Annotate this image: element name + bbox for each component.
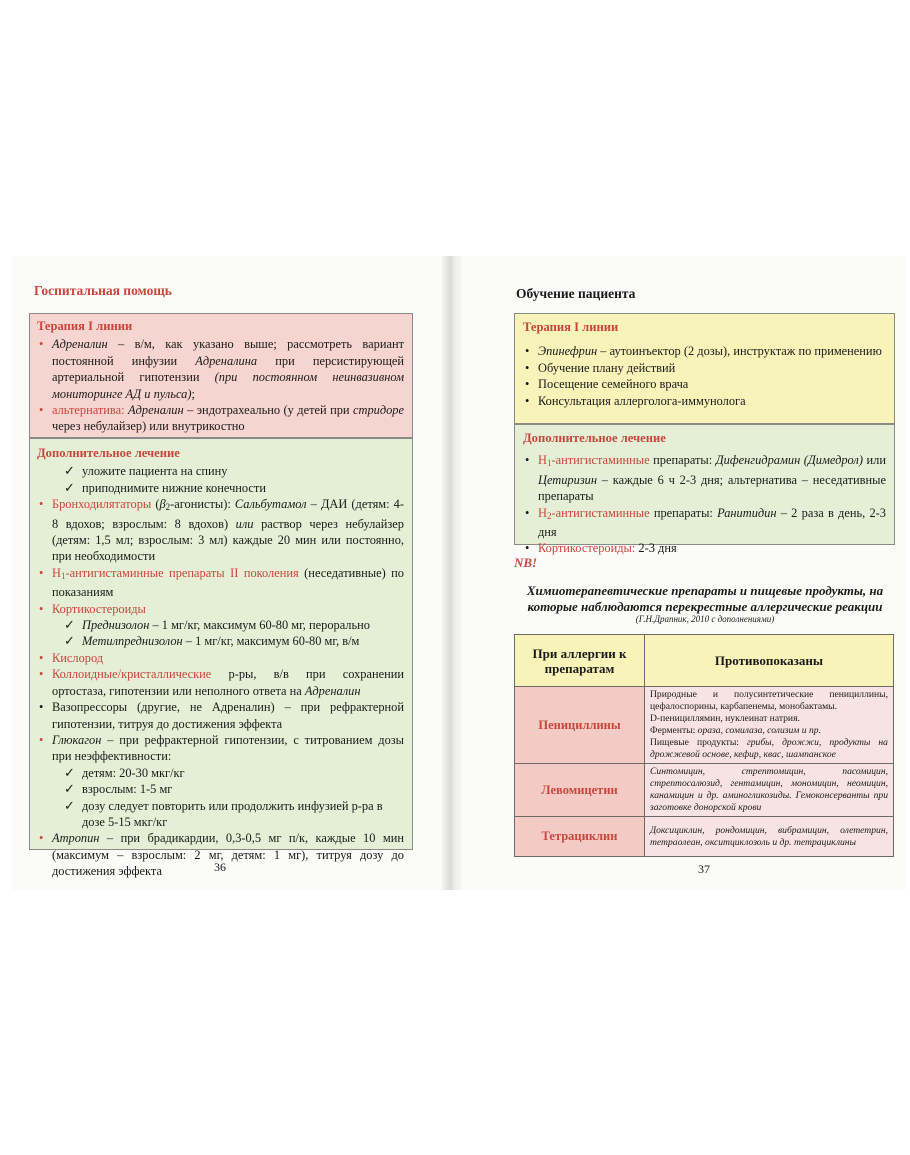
section-title-patient-education: Обучение пациента [516, 286, 636, 301]
patient-additional-box [514, 424, 895, 556]
table-row [515, 687, 894, 764]
table-title: Химиотерапевтические препараты и пищевые продукты, на которые наблюдаются перекрестные аллергические реакции [526, 583, 884, 614]
table-cell-drug: Левомицетин [515, 764, 645, 817]
list-item: • Кислород [37, 650, 404, 666]
list-item: • Вазопрессоры (другие, не Адреналин) – при рефрактерной гипотензии, титруя до достижения эффекта [37, 699, 404, 732]
therapy-first-line-box [29, 313, 413, 438]
check-item: ✓ дозу следует повторить или продолжить инфузией р-ра в дозе 5-15 мкг/кг [64, 798, 404, 831]
list-item: • Посещение семейного врача [523, 376, 886, 392]
list-item: • Эпинефрин – аутоинъектор (2 дозы), инструктаж по применению [523, 343, 886, 359]
page-number-left: 36 [214, 860, 226, 874]
list-item: • Коллоидные/кристаллические р-ры, в/в при сохранении ортостаза, гипотензии или неполного ответа на Адреналин [37, 666, 404, 699]
list-item: • альтернатива: Адреналин – эндотрахеально (у детей при стридоре через небулайзер) или внутрикостно [37, 402, 404, 435]
table-source: (Г.Н.Драпник, 2010 с дополнениями) [635, 614, 775, 624]
list-item: • $Н_1$-антигистаминные препараты: Дифенгидрамин (Димедрол) или Цетиризин – каждые 6 ч 2-3 дня; альтернатива – неседативные препараты [523, 452, 886, 504]
list-item: • Кортикостероиды: 2-3 дня [523, 540, 886, 556]
table-cell-contra: Природные и полусинтетические пенициллины, цефалоспорины, карбапенемы, монобактамы. D-пенициллямин, нуклеинат натрия. Ферменты: оразa, сомилаза, солизим и пр. Пищевые продукты: грибы, дрожжи, продукты на дрожжевой основе, кефир, квас, шампанское [645, 687, 894, 764]
list-item: • Адреналин – в/м, как указано выше; рассмотреть вариант постоянной инфузии Адреналина при персистирующей артериальной гипотензии (при постоянном неинвазивном мониторинге АД и пульса); [37, 336, 404, 402]
check-item: ✓ уложите пациента на спину [64, 463, 404, 479]
book-spine [442, 256, 462, 890]
page-number-right: 37 [698, 862, 710, 876]
check-item: ✓ детям: 20-30 мкг/кг [64, 765, 404, 781]
list-item: • $Н_1$-антигистаминные препараты II поколения (неседативные) по показаниям [37, 565, 404, 601]
nb-label: NB! [514, 555, 538, 570]
list-item: • Атропин – при брадикардии, 0,3-0,5 мг п/к, каждые 10 мин (максимум – взрослым: 2 мг, детям: 1 мг), титруя дозу до достижения эффекта [37, 830, 404, 879]
table-cell-contra: Синтомицин, стрептомицин, пасомицин, стрептосалюзид, гентамицин, мономицин, неомицин, канамицин и др. аминогликозиды. Гемоконсерванты при заготовке донорской крови [645, 764, 894, 817]
check-item: ✓ Метилпреднизолон – 1 мг/кг, максимум 60-80 мг, в/м [64, 633, 404, 649]
check-item: ✓ взрослым: 1-5 мг [64, 781, 404, 797]
list-item: • Консультация аллерголога-иммунолога [523, 393, 886, 409]
list-item: • Обучение плану действий [523, 360, 886, 376]
table-header-contraindicated: Противопоказаны [645, 635, 894, 687]
table-row [515, 764, 894, 817]
list-item: • $Н_2$-антигистаминные препараты: Ранитидин – 2 раза в день, 2-3 дня [523, 505, 886, 541]
cross-allergy-table [514, 634, 894, 857]
table-cell-drug: Пенициллины [515, 687, 645, 764]
patient-therapy-header: Терапия I линии [523, 320, 619, 334]
list-item: • Кортикостероиды [37, 601, 404, 617]
table-cell-drug: Тетрациклин [515, 817, 645, 857]
therapy-first-line-header: Терапия I линии [37, 319, 133, 333]
patient-therapy-first-line-box [514, 313, 895, 424]
table-header-allergy: При аллергии к препаратам [515, 635, 645, 687]
patient-additional-header: Дополнительное лечение [523, 431, 666, 445]
table-row [515, 817, 894, 857]
list-item: • Глюкагон – при рефрактерной гипотензии, с титрованием дозы при неэффективности: [37, 732, 404, 765]
check-item: ✓ Преднизолон – 1 мг/кг, максимум 60-80 мг, перорально [64, 617, 404, 633]
section-title-hospital-care: Госпитальная помощь [34, 283, 172, 298]
additional-treatment-header: Дополнительное лечение [37, 446, 180, 460]
list-item: • Бронходилятаторы $(\beta_2-агонисты)$: Сальбутамол – ДАИ (детям: 4-8 вдохов; взрослым: 8 вдохов) или раствор через небулайзер (детям: 1,5 мл; взрослым: 3 мл) каждые 20 мин или постоянно, при необходимости [37, 496, 404, 565]
table-cell-contra: Доксициклин, рондомицин, вибрамицин, олететрин, тетраолеан, окситциклозоль и др. тетрациклины [645, 817, 894, 857]
check-item: ✓ приподнимите нижние конечности [64, 480, 404, 496]
